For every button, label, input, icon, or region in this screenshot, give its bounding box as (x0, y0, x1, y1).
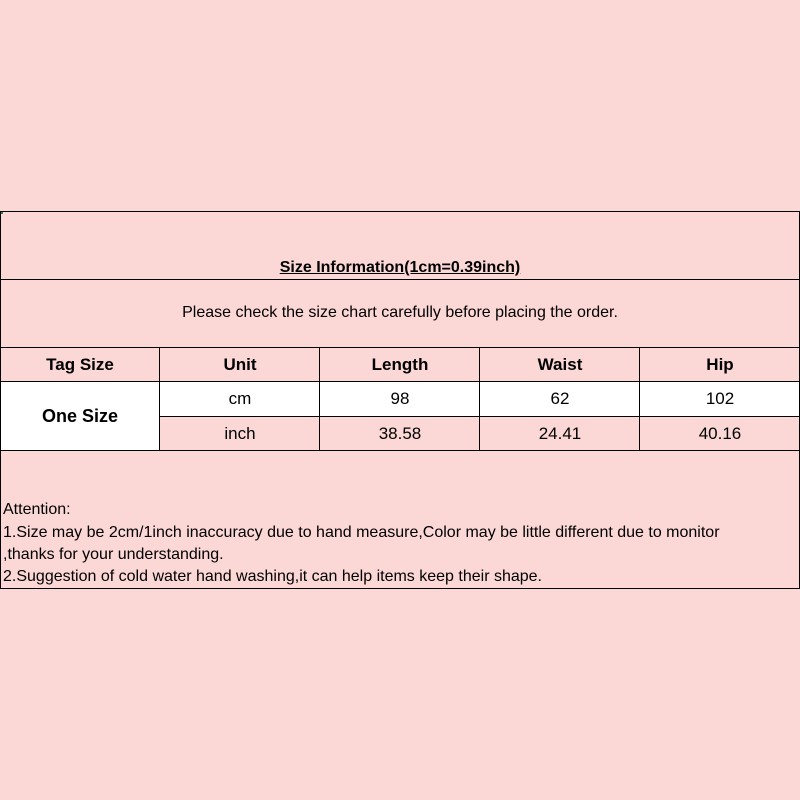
row-cm-length: 98 (390, 389, 410, 408)
row-inch-waist: 24.41 (538, 423, 582, 443)
attention-heading: Attention: (3, 501, 71, 518)
row-inch-length: 38.58 (378, 423, 422, 443)
grid-line (0, 588, 800, 589)
size-info-title: Size Information(1cm=0.39inch) (279, 259, 521, 276)
header-length: Length (371, 354, 429, 374)
tag-size-value: One Size (1, 382, 159, 450)
row-inch-unit: inch (224, 423, 256, 443)
header-hip: Hip (706, 354, 734, 374)
grid-line (0, 211, 800, 212)
size-chart-sheet (0, 211, 800, 589)
header-tag-size: Tag Size (46, 354, 114, 374)
row-cm-unit: cm (228, 389, 252, 408)
attention-note-1: 1.Size may be 2cm/1inch inaccuracy due to hand measure,Color may be little different due to monitor (3, 524, 720, 541)
size-chart-instruction: Please check the size chart carefully before placing the order. (182, 304, 618, 321)
row-cm-waist: 62 (550, 389, 570, 408)
attention-note-2: 2.Suggestion of cold water hand washing,it can help items keep their shape. (3, 568, 542, 585)
attention-note-1-continued: ,thanks for your understanding. (3, 546, 224, 563)
row-cm-hip: 102 (705, 389, 735, 408)
grid-line (0, 279, 800, 280)
grid-line (0, 450, 800, 451)
header-unit: Unit (223, 354, 257, 374)
header-waist: Waist (537, 354, 583, 374)
row-inch-hip: 40.16 (698, 423, 742, 443)
